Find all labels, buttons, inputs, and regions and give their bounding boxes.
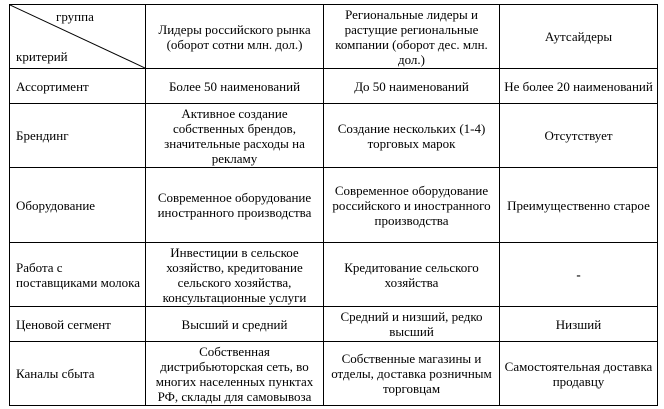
table-row: [10, 69, 658, 104]
table-cell: Высший и средний: [146, 307, 324, 342]
column-header-regional: Региональные лидеры и растущие региональные компании (оборот дес. млн. дол.): [324, 5, 500, 69]
table-row: [10, 104, 658, 168]
table-cell: -: [500, 243, 658, 307]
table-cell: Не более 20 наименований: [500, 69, 658, 104]
table-cell: Преимущественно старое: [500, 168, 658, 243]
table-cell: Собственная дистрибьюторская сеть, во многих населенных пунктах РФ, склады для самовывоза: [146, 342, 324, 406]
group-label: группа: [56, 9, 94, 24]
row-criterion: Ценовой сегмент: [10, 307, 146, 342]
table-cell: Современное оборудование иностранного производства: [146, 168, 324, 243]
row-criterion: Оборудование: [10, 168, 146, 243]
comparison-table-wrapper: [9, 4, 658, 406]
criterion-label: критерий: [16, 49, 68, 64]
table-row: [10, 168, 658, 243]
table-cell: Самостоятельная доставка продавцу: [500, 342, 658, 406]
row-criterion: Ассортимент: [10, 69, 146, 104]
table-row: [10, 342, 658, 406]
corner-diagonal-cell: [10, 5, 146, 69]
table-cell: Средний и низший, редко высший: [324, 307, 500, 342]
row-criterion: Брендинг: [10, 104, 146, 168]
comparison-table: [9, 4, 658, 406]
table-cell: Инвестиции в сельское хозяйство, кредитование сельского хозяйства, консультационные услуги: [146, 243, 324, 307]
table-cell: Более 50 наименований: [146, 69, 324, 104]
table-cell: Низший: [500, 307, 658, 342]
table-cell: До 50 наименований: [324, 69, 500, 104]
column-header-outsiders: Аутсайдеры: [500, 5, 658, 69]
table-cell: Отсутствует: [500, 104, 658, 168]
table-cell: Современное оборудование российского и иностранного производства: [324, 168, 500, 243]
header-row: [10, 5, 658, 69]
table-row: [10, 307, 658, 342]
column-header-leaders: Лидеры российского рынка (оборот сотни млн. дол.): [146, 5, 324, 69]
row-criterion: Работа с поставщиками молока: [10, 243, 146, 307]
table-cell: Активное создание собственных брендов, значительные расходы на рекламу: [146, 104, 324, 168]
row-criterion: Каналы сбыта: [10, 342, 146, 406]
table-cell: Создание нескольких (1-4) торговых марок: [324, 104, 500, 168]
table-row: [10, 243, 658, 307]
table-cell: Собственные магазины и отделы, доставка розничным торговцам: [324, 342, 500, 406]
table-cell: Кредитование сельского хозяйства: [324, 243, 500, 307]
